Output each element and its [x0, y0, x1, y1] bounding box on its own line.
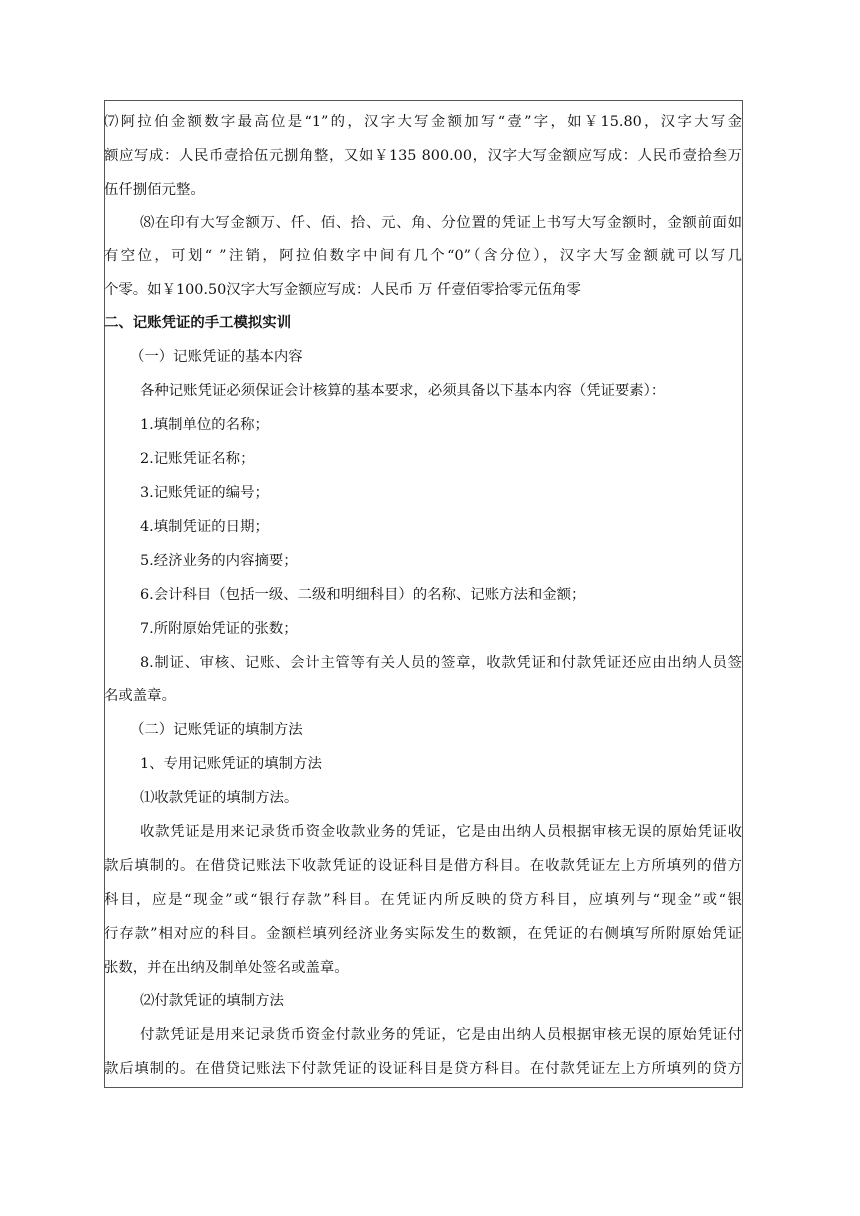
list-item: 7.所附原始凭证的张数； [140, 621, 298, 637]
text-line: 个零。如￥100.50汉字大写金额应写成：人民币 万 仟壹佰零拾零元伍角零 [104, 282, 581, 298]
text-line: 科目，应是“现金”或“银行存款”科目。在凭证内所反映的贷方科目，应填列与“现金”或“银 [104, 892, 742, 908]
text-line: ⑴收款凭证的填制方法。 [140, 790, 299, 806]
text-line: 名或盖章。 [104, 688, 176, 704]
text-line: 款后填制的。在借贷记账法下付款凭证的设证科目是贷方科目。在付款凭证左上方所填列的贷方 [104, 1061, 742, 1077]
section-heading: 二、记账凭证的手工模拟实训 [104, 315, 292, 331]
subsection-heading: （二）记账凭证的填制方法 [130, 722, 303, 738]
list-item: 5.经济业务的内容摘要； [140, 553, 298, 569]
text-line: 1、专用记账凭证的填制方法 [140, 756, 322, 772]
text-line: 各种记账凭证必须保证会计核算的基本要求，必须具备以下基本内容（凭证要素）： [140, 383, 666, 399]
list-item: 8.制证、审核、记账、会计主管等有关人员的签章，收款凭证和付款凭证还应由出纳人员签 [140, 655, 742, 671]
subsection-heading: （一）记账凭证的基本内容 [130, 349, 303, 365]
list-item: 1.填制单位的名称； [140, 417, 269, 433]
list-item: 6.会计科目（包括一级、二级和明细科目）的名称、记账方法和金额； [140, 587, 586, 603]
text-line: 额应写成：人民币壹拾伍元捌角整，又如￥135 800.00，汉字大写金额应写成：人民币壹拾叁万 [104, 148, 742, 164]
list-item: 4.填制凭证的日期； [140, 519, 269, 535]
text-line: 收款凭证是用来记录货币资金收款业务的凭证，它是由出纳人员根据审核无误的原始凭证收 [140, 824, 742, 840]
text-line: ⑻在印有大写金额万、仟、佰、拾、元、角、分位置的凭证上书写大写金额时，金额前面如 [140, 215, 742, 231]
list-item: 2.记账凭证名称； [140, 451, 255, 467]
text-line: 行存款”相对应的科目。金额栏填列经济业务实际发生的数额，在凭证的右侧填写所附原始凭证 [104, 926, 742, 942]
text-line: ⑺阿拉伯金额数字最高位是“1”的，汉字大写金额加写“壹”字，如￥15.80，汉字大写金 [104, 114, 742, 130]
text-line: 付款凭证是用来记录货币资金付款业务的凭证，它是由出纳人员根据审核无误的原始凭证付 [140, 1027, 742, 1043]
text-line: ⑵付款凭证的填制方法 [140, 993, 284, 1009]
text-line: 有空位，可划“ ”注销，阿拉伯数字中间有几个“0”（含分位），汉字大写金额就可以写几 [104, 248, 742, 264]
text-line: 张数，并在出纳及制单处签名或盖章。 [104, 960, 349, 976]
text-line: 伍仟捌佰元整。 [104, 182, 205, 198]
list-item: 3.记账凭证的编号； [140, 485, 269, 501]
text-line: 款后填制的。在借贷记账法下收款凭证的设证科目是借方科目。在收款凭证左上方所填列的借方 [104, 858, 742, 874]
